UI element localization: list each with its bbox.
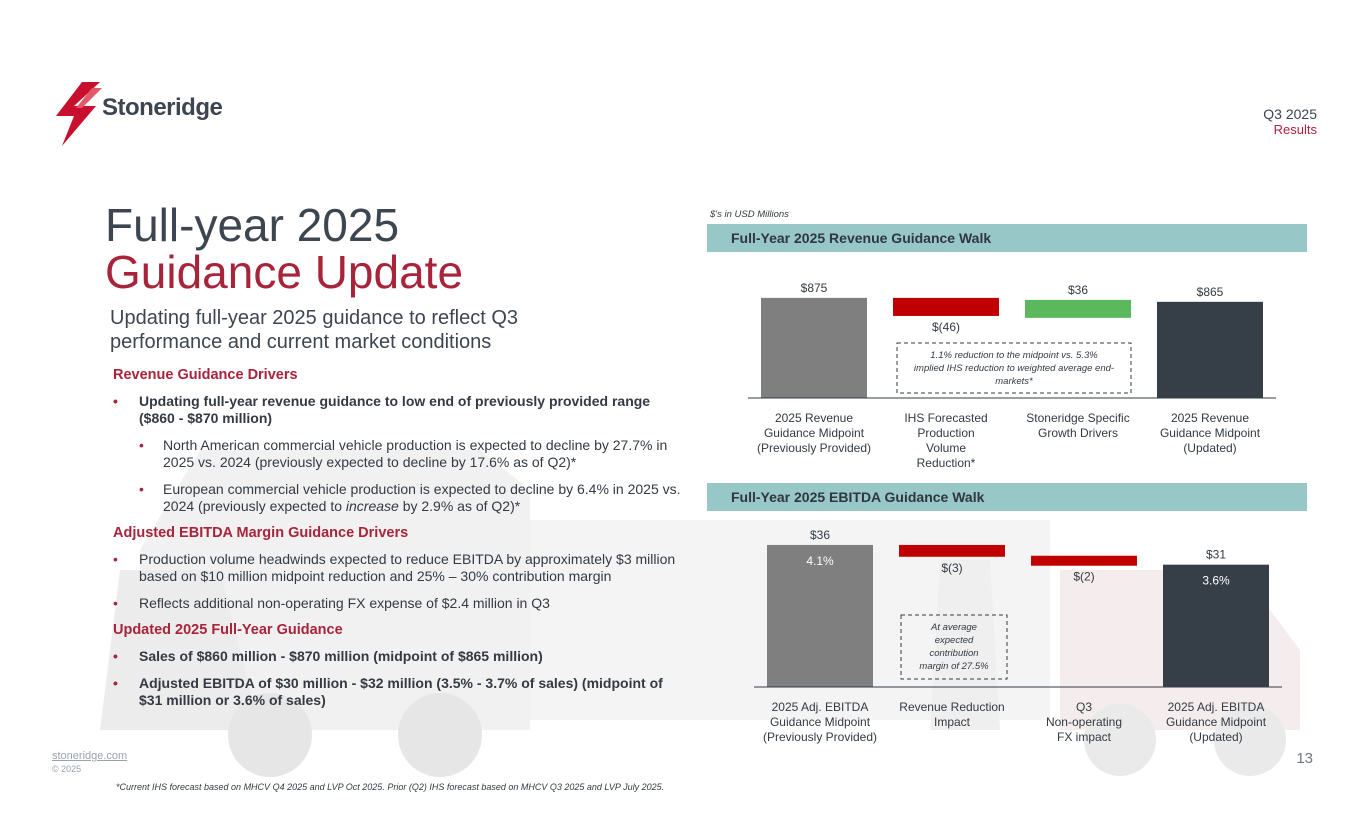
- bar-1: [899, 545, 1005, 557]
- bar-margin-label-3: 3.6%: [1202, 573, 1230, 588]
- bar-value-label-3: $865: [1196, 284, 1224, 299]
- category-label-0-1: Guidance Midpoint: [769, 715, 871, 729]
- ebitda-walk-chart: [707, 520, 1307, 746]
- bar-3: [1157, 302, 1263, 398]
- units-note: $'s in USD Millions: [710, 209, 789, 220]
- updated-bullet-2: • Adjusted EBITDA of $30 million - $32 million (3.5% - 3.7% of sales) (midpoint of $31 million or 3.6% of sales): [113, 675, 683, 709]
- copyright: © 2025: [52, 764, 82, 774]
- page-number: 13: [1296, 750, 1313, 767]
- category-label-3-2: (Updated): [1189, 730, 1243, 744]
- annotation-line-2: markets*: [995, 376, 1033, 387]
- category-label-0-0: 2025 Revenue: [774, 411, 854, 425]
- page-title-line2: Guidance Update: [105, 246, 464, 298]
- category-label-3-1: Guidance Midpoint: [1165, 715, 1267, 729]
- category-label-1-3: Reduction*: [916, 456, 976, 470]
- ebitda-bullet-1: • Production volume headwinds expected to reduce EBITDA by approximately $3 million based on $10 million midpoint reduction and 25% – 30% contribution margin: [113, 551, 683, 585]
- bar-margin-label-0: 4.1%: [806, 553, 834, 568]
- updated-guidance-heading: Updated 2025 Full-Year Guidance: [113, 622, 343, 638]
- guidance-drivers: [113, 367, 683, 719]
- category-label-1-1: Production: [917, 426, 975, 440]
- annotation-line-2: contribution: [929, 648, 979, 659]
- bar-value-label-0: $36: [809, 527, 831, 542]
- bar-value-label-2: $(2): [1073, 569, 1095, 584]
- category-label-1-0: Revenue Reduction: [899, 700, 1005, 714]
- bar-2: [1025, 300, 1131, 318]
- bar-value-label-2: $36: [1067, 282, 1089, 297]
- category-label-3-0: 2025 Revenue: [1170, 411, 1250, 425]
- category-label-0-1: Guidance Midpoint: [763, 426, 865, 440]
- page-subtitle: Updating full-year 2025 guidance to reflect Q3 performance and current market conditions: [110, 307, 519, 353]
- bar-2: [1031, 556, 1137, 566]
- bar-value-label-0: $875: [800, 280, 828, 295]
- annotation-line-1: implied IHS reduction to weighted average end-: [913, 363, 1115, 374]
- category-label-2-0: Stoneridge Specific: [1026, 411, 1130, 425]
- quarter-tag: [1263, 106, 1317, 138]
- revenue-walk-header: Full-Year 2025 Revenue Guidance Walk: [707, 224, 1307, 252]
- ebitda-walk-header: Full-Year 2025 EBITDA Guidance Walk: [707, 483, 1307, 511]
- category-label-1-0: IHS Forecasted: [904, 411, 988, 425]
- revenue-sub-bullet-2-part-a: European commercial vehicle production is expected to decline by 6.4% in 2025 vs. 2024 (previously expected to: [163, 481, 681, 514]
- bar-1: [893, 298, 999, 316]
- category-label-3-1: Guidance Midpoint: [1159, 426, 1261, 440]
- category-label-1-1: Impact: [933, 715, 971, 729]
- bar-0: [761, 298, 867, 398]
- revenue-sub-bullet-2-part-b: by 2.9% as of Q2)*: [398, 498, 521, 514]
- revenue-walk-chart: [707, 270, 1307, 482]
- page-title-line1: Full-year 2025: [105, 199, 400, 251]
- revenue-bullet-1: • Updating full-year revenue guidance to low end of previously provided range ($860 - $870 million): [113, 393, 683, 427]
- category-label-2-2: FX impact: [1056, 730, 1112, 744]
- annotation-line-0: 1.1% reduction to the midpoint vs. 5.3%: [930, 350, 1098, 361]
- category-label-1-2: Volume: [925, 441, 967, 455]
- quarter-sub-label: Results: [1273, 122, 1317, 137]
- annotation-line-0: At average: [931, 622, 977, 633]
- revenue-sub-bullet-2: [113, 481, 683, 515]
- bar-value-label-1: $(3): [941, 560, 963, 575]
- annotation-line-3: margin of 27.5%: [919, 661, 989, 672]
- category-label-3-0: 2025 Adj. EBITDA: [1167, 700, 1265, 714]
- quarter-label: Q3 2025: [1263, 106, 1317, 122]
- bar-value-label-1: $(46): [931, 319, 961, 334]
- category-label-2-1: Growth Drivers: [1037, 426, 1119, 440]
- ebitda-bullet-2: • Reflects additional non-operating FX expense of $2.4 million in Q3: [113, 595, 683, 612]
- category-label-3-2: (Updated): [1183, 441, 1237, 455]
- category-label-0-2: (Previously Provided): [756, 441, 872, 455]
- website-link[interactable]: stoneridge.com: [52, 750, 128, 762]
- category-label-0-0: 2025 Adj. EBITDA: [771, 700, 869, 714]
- annotation-line-1: expected: [934, 635, 974, 646]
- revenue-sub-bullet-1: • North American commercial vehicle production is expected to decline by 27.7% in 2025 vs. 2024 (previously expected to decline by 17.6% as of Q2)*: [113, 437, 683, 471]
- ebitda-drivers-heading: Adjusted EBITDA Margin Guidance Drivers: [113, 525, 409, 541]
- logo-wordmark: Stoneridge: [102, 94, 223, 121]
- category-label-0-2: (Previously Provided): [762, 730, 878, 744]
- updated-bullet-1: • Sales of $860 million - $870 million (midpoint of $865 million): [113, 648, 683, 665]
- revenue-walk-svg: [707, 270, 1307, 482]
- footnote: *Current IHS forecast based on MHCV Q4 2025 and LVP Oct 2025. Prior (Q2) IHS forecast based on MHCV Q3 2025 and LVP July 2025.: [116, 782, 665, 792]
- revenue-sub-bullet-2-emphasis: increase: [345, 498, 399, 514]
- bar-value-label-3: $31: [1205, 547, 1227, 562]
- ebitda-walk-svg: [707, 520, 1307, 746]
- category-label-2-1: Non-operating: [1045, 715, 1123, 729]
- category-label-2-0: Q3: [1075, 700, 1093, 714]
- revenue-drivers-heading: Revenue Guidance Drivers: [113, 367, 298, 383]
